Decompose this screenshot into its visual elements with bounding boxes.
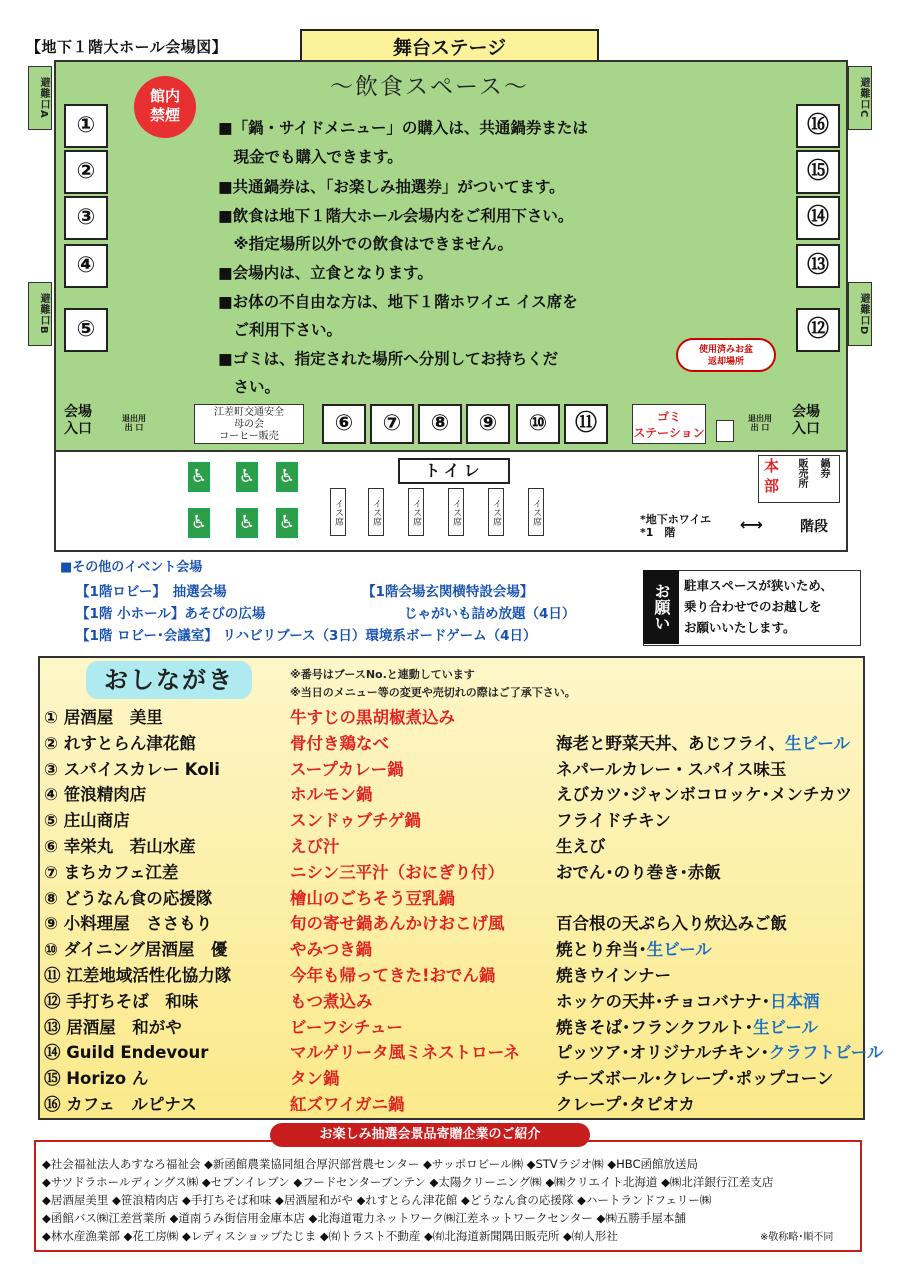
booth-6: ⑥ bbox=[322, 404, 366, 444]
double-arrow-icon: ⟷ bbox=[740, 515, 763, 534]
tray-return-box bbox=[716, 420, 734, 442]
menu-main-dish: ビーフシチュー bbox=[290, 1017, 403, 1037]
menu-main-dish: 旬の寄せ鍋あんかけおこげ風 bbox=[290, 914, 505, 934]
menu-note: ※番号はブースNo.と連動しています bbox=[290, 668, 475, 681]
chair-seat: イス席 bbox=[408, 488, 424, 536]
notice-line: 乗り合わせでのお越しを bbox=[684, 599, 822, 614]
garbage-line: ステーション bbox=[633, 426, 705, 440]
coffee-line: コーヒー販売 bbox=[219, 431, 279, 442]
menu-side-dish bbox=[556, 859, 721, 883]
entrance-line: 会場 bbox=[792, 404, 820, 420]
menu-side-dish bbox=[556, 833, 606, 857]
coffee-line: 母の会 bbox=[234, 419, 264, 430]
menu-shop: ⑧ どうなん食の応援隊 bbox=[44, 888, 213, 908]
accessible-seat-icon: ♿ bbox=[188, 462, 210, 492]
rule-line: ご利用下さい。 bbox=[218, 321, 343, 339]
accessible-seat-icon: ♿ bbox=[276, 462, 298, 492]
menu-shop: ⑬ 居酒屋 和がや bbox=[44, 1017, 182, 1037]
menu-main-dish: 紅ズワイガニ鍋 bbox=[290, 1095, 405, 1114]
menu-row bbox=[44, 1014, 864, 1040]
notice-body bbox=[684, 575, 856, 638]
booth-13: ⑬ bbox=[796, 244, 840, 288]
menu-side-text: クレープ･タピオカ bbox=[556, 1095, 695, 1114]
rule-line: ■お体の不自由な方は、地下１階ホワイエ イス席を bbox=[218, 293, 578, 311]
menu-row bbox=[44, 756, 864, 782]
tray-return-bubble bbox=[676, 338, 776, 372]
chair-seat: イス席 bbox=[528, 488, 544, 536]
exit-d: 避難口D bbox=[848, 282, 872, 346]
chair-seat: イス席 bbox=[330, 488, 346, 536]
accessible-seat-icon: ♿ bbox=[188, 508, 210, 538]
menu-side-text: ネパールカレー・スパイス味玉 bbox=[556, 759, 787, 779]
no-smoking-line1: 館内 bbox=[149, 87, 180, 105]
menu-side-text: チーズボール･クレープ･ポップコーン bbox=[556, 1069, 834, 1089]
menu-main-dish: もつ煮込み bbox=[290, 991, 373, 1011]
menu-shop: ⑩ ダイニング居酒屋 優 bbox=[44, 940, 228, 960]
menu-side-dish bbox=[556, 1091, 695, 1115]
booth-2: ② bbox=[64, 150, 108, 194]
menu-main-dish: 今年も帰ってきた!おでん鍋 bbox=[290, 966, 496, 985]
accessible-seat-icon: ♿ bbox=[236, 462, 258, 492]
menu-row bbox=[44, 704, 864, 730]
menu-shop: ⑮ Horizo ん bbox=[44, 1069, 149, 1089]
sponsor-line: ◆社会福祉法人あすなろ福祉会 ◆新函館農業協同組合厚沢部営農センター ◆サッポロビール㈱ ◆STVラジオ㈱ ◆HBC函館放送局 bbox=[42, 1157, 699, 1171]
menu-shop: ② れすとらん津花館 bbox=[44, 733, 196, 753]
rule-line: ※指定場所以外での飲食はできません。 bbox=[218, 235, 513, 253]
rule-line: ■共通鍋券は、「お楽しみ抽選券」がついてます。 bbox=[218, 178, 565, 196]
menu-side-dish bbox=[556, 1065, 833, 1089]
menu-row bbox=[44, 936, 864, 962]
menu-title: おしながき bbox=[86, 661, 252, 699]
coffee-stand bbox=[194, 404, 304, 444]
toilet-label: トイレ bbox=[398, 458, 510, 484]
exit-only-line: 退出用 bbox=[122, 414, 146, 423]
exit-only-line: 出 口 bbox=[124, 423, 144, 432]
menu-main-dish: 檜山のごちそう豆乳鍋 bbox=[290, 888, 455, 908]
sponsor-line: ◆林水産漁業部 ◆花工房㈱ ◆レディスショップたじま ◆㈲トラスト不動産 ◆㈲北海道新聞隅田販売所 ◆㈲人形社 bbox=[42, 1229, 618, 1243]
event-item: 【1階 小ホール】あそびの広場 bbox=[76, 606, 266, 622]
entrance-line: 入口 bbox=[64, 421, 92, 437]
event-item: 【1階ロビー】 抽選会場 bbox=[76, 584, 227, 600]
menu-main-dish: スープカレー鍋 bbox=[290, 759, 404, 779]
menu-side-text: 海老と野菜天丼、あじフライ、 bbox=[556, 733, 786, 753]
menu-side-text: ホッケの天丼･チョコバナナ･ bbox=[556, 991, 771, 1011]
headquarters-label bbox=[764, 456, 779, 496]
booth-15: ⑮ bbox=[796, 150, 840, 194]
menu-side-dish bbox=[556, 936, 712, 960]
entrance-right bbox=[792, 404, 820, 438]
exit-b: 避難口B bbox=[28, 282, 52, 346]
menu-shop: ⑥ 幸栄丸 若山水産 bbox=[44, 837, 196, 856]
menu-main-dish: やみつき鍋 bbox=[290, 940, 373, 960]
menu-row bbox=[44, 962, 864, 988]
booth-14: ⑭ bbox=[796, 196, 840, 240]
rule-line: ■会場内は、立食となります。 bbox=[218, 264, 433, 282]
menu-shop: ⑯ カフェ ルピナス bbox=[44, 1095, 197, 1114]
chair-seat: イス席 bbox=[488, 488, 504, 536]
menu-side-dish bbox=[556, 781, 852, 805]
rule-line: ■飲食は地下１階大ホール会場内をご利用下さい。 bbox=[218, 207, 574, 225]
menu-side-dish bbox=[556, 910, 787, 934]
entrance-line: 入口 bbox=[792, 421, 820, 437]
stairs-label: 階段 bbox=[800, 519, 828, 535]
accessible-seat-icon: ♿ bbox=[236, 508, 258, 538]
menu-shop: ⑨ 小料理屋 ささもり bbox=[44, 914, 213, 934]
rule-line: ■「鍋・サイドメニュー」の購入は、共通鍋券または bbox=[218, 119, 588, 137]
booth-5: ⑤ bbox=[64, 308, 108, 352]
booth-12: ⑫ bbox=[796, 308, 840, 352]
menu-main-dish: タン鍋 bbox=[290, 1069, 340, 1089]
sponsor-line: ◆サツドラホールディングス㈱ ◆セブンイレブン ◆フードセンターブンテン ◆太陽クリーニング㈱ ◆㈱クリエイト北海道 ◆㈱北洋銀行江差支店 bbox=[42, 1175, 774, 1189]
menu-row bbox=[44, 807, 864, 833]
menu-main-dish: ホルモン鍋 bbox=[290, 785, 373, 805]
sponsor-line: ◆居酒屋美里 ◆笹浪精肉店 ◆手打ちそば和味 ◆居酒屋和がや ◆れすとらん津花館 ◆どうなん食の応援隊 ◆ハートランドフェリー㈱ bbox=[42, 1193, 712, 1207]
headquarters-ticket: 鍋券 bbox=[818, 458, 829, 478]
booth-8: ⑧ bbox=[418, 404, 462, 444]
exit-only-right bbox=[748, 414, 772, 432]
menu-drink: クラフトビール bbox=[768, 1043, 884, 1063]
menu-row bbox=[44, 885, 864, 911]
stage-label: 舞台ステージ bbox=[300, 29, 599, 67]
headquarters-sales: 販売所 bbox=[796, 458, 807, 488]
booth-1: ① bbox=[64, 104, 108, 148]
menu-side-text: 焼きウインナー bbox=[556, 966, 672, 985]
notice-line: 駐車スペースが狭いため、 bbox=[684, 578, 833, 593]
menu-side-text: フライドチキン bbox=[556, 811, 671, 831]
booth-4: ④ bbox=[64, 244, 108, 288]
event-item: 【1階 ロビー･会議室】 リハビリブース（3日）環境系ボードゲーム（4日） bbox=[76, 628, 537, 644]
menu-row bbox=[44, 988, 864, 1014]
garbage-line: ゴミ bbox=[656, 410, 681, 424]
menu-side-text: おでん･のり巻き･赤飯 bbox=[556, 862, 721, 882]
menu-shop: ⑦ まちカフェ江差 bbox=[44, 862, 179, 882]
event-item: 【1階会場玄関横特設会場】 bbox=[362, 584, 534, 600]
menu-side-dish bbox=[556, 988, 820, 1012]
sponsors-title: お楽しみ抽選会景品寄贈企業のご紹介 bbox=[270, 1123, 590, 1147]
booth-11: ⑪ bbox=[564, 404, 608, 444]
notice-tag: お願い bbox=[643, 570, 679, 644]
exit-c: 避難口C bbox=[848, 66, 872, 130]
foyer-line: *地下ホワイエ bbox=[640, 513, 711, 526]
hq-line: 本 bbox=[764, 457, 780, 475]
foyer-label bbox=[640, 513, 711, 539]
menu-side-dish bbox=[556, 730, 850, 754]
chair-seat: イス席 bbox=[448, 488, 464, 536]
rule-line: 現金でも購入できます。 bbox=[218, 148, 403, 166]
menu-row bbox=[44, 910, 864, 936]
menu-drink: 生ビール bbox=[785, 733, 851, 753]
menu-shop: ⑤ 庄山商店 bbox=[44, 811, 130, 831]
menu-drink: 日本酒 bbox=[770, 991, 820, 1011]
menu-row bbox=[44, 1039, 884, 1065]
booth-9: ⑨ bbox=[466, 404, 510, 444]
hq-line: 部 bbox=[764, 477, 780, 495]
sponsor-line: ◆函館バス㈱江差営業所 ◆道南うみ街信用金庫本店 ◆北海道電力ネットワーク㈱江差ネットワークセンター ◆㈱五勝手屋本舗 bbox=[42, 1211, 686, 1225]
menu-side-text: 生えび bbox=[556, 837, 606, 856]
menu-drink: 生ビール bbox=[646, 940, 712, 960]
menu-side-dish bbox=[556, 962, 671, 986]
menu-shop: ⑪ 江差地域活性化協力隊 bbox=[44, 966, 232, 985]
menu-main-dish: 牛すじの黒胡椒煮込み bbox=[290, 708, 455, 727]
menu-shop: ④ 笹浪精肉店 bbox=[44, 785, 147, 805]
other-events-heading: ■その他のイベント会場 bbox=[60, 560, 203, 575]
menu-shop: ① 居酒屋 美里 bbox=[44, 708, 163, 727]
menu-main-dish: マルゲリータ風ミネストローネ bbox=[290, 1043, 520, 1063]
menu-side-text: 焼きそば･フランクフルト･ bbox=[556, 1017, 754, 1037]
entrance-line: 会場 bbox=[64, 404, 92, 420]
booth-16: ⑯ bbox=[796, 104, 840, 148]
menu-row bbox=[44, 730, 864, 756]
menu-drink: 生ビール bbox=[753, 1017, 819, 1037]
menu-main-dish: スンドゥブチゲ鍋 bbox=[290, 811, 421, 831]
menu-side-dish bbox=[556, 756, 786, 780]
booth-10: ⑩ bbox=[516, 404, 560, 444]
exit-a: 避難口A bbox=[28, 66, 52, 130]
menu-side-text: 焼とり弁当･ bbox=[556, 940, 647, 960]
menu-note: ※当日のメニュー等の変更や売切れの際はご了承下さい。 bbox=[290, 686, 576, 699]
menu-side-text: ピッツア･オリジナルチキン･ bbox=[556, 1043, 769, 1063]
foyer-line: *1 階 bbox=[640, 526, 676, 539]
exit-only-left bbox=[122, 414, 146, 432]
map-title: 【地下１階大ホール会場図】 bbox=[26, 38, 228, 56]
menu-row bbox=[44, 1065, 864, 1091]
menu-row bbox=[44, 833, 864, 859]
menu-row bbox=[44, 859, 864, 885]
menu-main-dish: ニシン三平汁（おにぎり付） bbox=[290, 862, 505, 882]
chair-seat: イス席 bbox=[368, 488, 384, 536]
exit-only-line: 出 口 bbox=[750, 423, 770, 432]
menu-side-dish bbox=[556, 807, 671, 831]
rule-line: ■ゴミは、指定された場所へ分別してお持ちくだ bbox=[218, 350, 559, 368]
no-smoking-line2: 禁煙 bbox=[149, 106, 180, 124]
menu-main-dish: 骨付き鶏なべ bbox=[290, 733, 389, 753]
booth-7: ⑦ bbox=[370, 404, 414, 444]
menu-row bbox=[44, 781, 864, 807]
event-item: じゃがいも詰め放題（4日） bbox=[404, 606, 576, 622]
booth-3: ③ bbox=[64, 196, 108, 240]
menu-row bbox=[44, 1091, 864, 1117]
dining-space-title: ～飲食スペース～ bbox=[330, 74, 529, 100]
no-smoking-badge bbox=[134, 76, 196, 138]
tray-line: 使用済みお盆 bbox=[698, 345, 753, 355]
exit-only-line: 退出用 bbox=[748, 414, 772, 423]
entrance-left bbox=[64, 404, 92, 438]
sponsor-note: ※敬称略･順不同 bbox=[760, 1232, 834, 1243]
rule-line: さい。 bbox=[218, 378, 281, 396]
menu-side-dish bbox=[556, 1014, 818, 1038]
menu-shop: ⑫ 手打ちそば 和味 bbox=[44, 991, 199, 1011]
menu-shop: ③ スパイスカレー Koli bbox=[44, 759, 220, 779]
menu-main-dish: えび汁 bbox=[290, 837, 340, 856]
coffee-line: 江差町交通安全 bbox=[214, 407, 284, 418]
menu-side-dish bbox=[556, 1039, 883, 1063]
menu-side-text: えびカツ･ジャンボコロッケ･メンチカツ bbox=[556, 785, 853, 805]
tray-line: 返却場所 bbox=[707, 357, 744, 367]
menu-shop: ⑭ Guild Endevour bbox=[44, 1043, 209, 1063]
menu-side-text: 百合根の天ぷら入り炊込みご飯 bbox=[556, 914, 787, 934]
notice-line: お願いいたします。 bbox=[684, 620, 796, 635]
garbage-station bbox=[632, 404, 706, 444]
accessible-seat-icon: ♿ bbox=[276, 508, 298, 538]
